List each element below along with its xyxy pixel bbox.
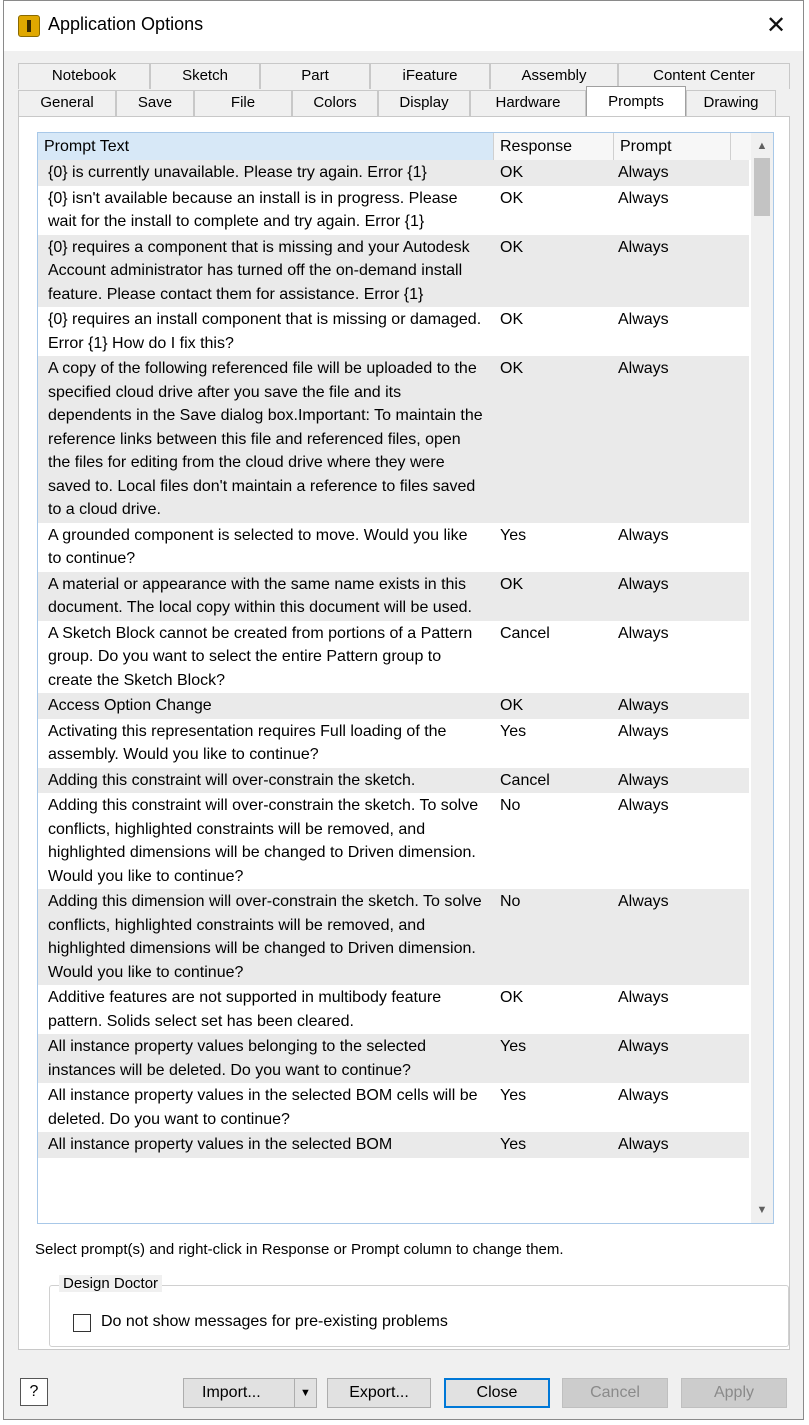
cell-prompt[interactable]: Always bbox=[618, 164, 669, 181]
tab-content-center[interactable]: Content Center bbox=[618, 63, 790, 89]
table-row[interactable] bbox=[38, 1132, 749, 1158]
cell-prompt-text[interactable]: {0} isn't available because an install is in progress. Please wait for the install to complete and try again. Error {1} bbox=[48, 189, 458, 230]
cell-prompt-text[interactable]: A Sketch Block cannot be created from portions of a Pattern group. Do you want to select the entire Pattern group to create the Sketch Block? bbox=[48, 624, 473, 689]
pre-existing-problems-checkbox[interactable] bbox=[73, 1314, 91, 1332]
cell-response[interactable]: OK bbox=[500, 360, 524, 377]
design-doctor-title: Design Doctor bbox=[59, 1275, 162, 1292]
cancel-button[interactable]: Cancel bbox=[562, 1378, 668, 1408]
tab-notebook[interactable]: Notebook bbox=[18, 63, 150, 89]
column-header-prompt-text[interactable]: Prompt Text bbox=[38, 133, 494, 160]
cell-prompt[interactable]: Always bbox=[618, 238, 669, 256]
cell-response[interactable]: OK bbox=[500, 189, 524, 207]
vertical-scrollbar[interactable] bbox=[751, 133, 773, 1223]
tab-assembly[interactable]: Assembly bbox=[490, 63, 618, 89]
column-header-filler bbox=[731, 133, 753, 160]
window-title: Application Options bbox=[48, 14, 204, 34]
cell-prompt-text[interactable]: Adding this constraint will over-constrain the sketch. To solve conflicts, highlighted constraints will be removed, and highlighted dimensions will be changed to Driven dimension. Would you like to continue? bbox=[48, 797, 479, 885]
cell-response[interactable]: Yes bbox=[500, 526, 527, 544]
cell-response[interactable]: No bbox=[500, 797, 521, 814]
tab-hardware[interactable]: Hardware bbox=[470, 90, 586, 116]
cell-prompt[interactable]: Always bbox=[618, 722, 669, 740]
tab-prompts[interactable]: Prompts bbox=[586, 86, 686, 116]
close-button[interactable]: Close bbox=[444, 1378, 550, 1408]
cell-response[interactable]: No bbox=[500, 893, 521, 910]
cell-prompt[interactable]: Always bbox=[618, 697, 669, 714]
cell-response[interactable]: Yes bbox=[500, 1038, 527, 1055]
cell-prompt[interactable]: Always bbox=[618, 1087, 669, 1104]
cell-prompt-text[interactable]: A material or appearance with the same name exists in this document. The local copy within this document will be used. bbox=[48, 575, 472, 616]
cell-prompt-text[interactable]: Adding this constraint will over-constrain the sketch. bbox=[48, 771, 416, 789]
cell-response[interactable]: OK bbox=[500, 164, 524, 181]
table-row[interactable] bbox=[38, 572, 749, 621]
cell-response[interactable]: Cancel bbox=[500, 771, 550, 789]
import-dropdown-arrow-icon[interactable]: ▼ bbox=[294, 1379, 316, 1407]
table-row[interactable] bbox=[38, 621, 749, 694]
hint-text: Select prompt(s) and right-click in Response or Prompt column to change them. bbox=[35, 1241, 564, 1258]
cell-prompt-text[interactable]: All instance property values in the selected BOM bbox=[48, 1136, 393, 1153]
cell-response[interactable]: Yes bbox=[500, 722, 527, 740]
cell-prompt-text[interactable]: All instance property values in the selected BOM cells will be deleted. Do you want to continue? bbox=[48, 1087, 478, 1128]
table-row[interactable] bbox=[38, 768, 749, 794]
cell-response[interactable]: OK bbox=[500, 989, 524, 1006]
pre-existing-problems-label[interactable]: Do not show messages for pre-existing problems bbox=[101, 1313, 448, 1330]
tab-file[interactable]: File bbox=[194, 90, 292, 116]
tab-drawing[interactable]: Drawing bbox=[686, 90, 776, 116]
table-row[interactable] bbox=[38, 719, 749, 768]
cell-prompt-text[interactable]: {0} is currently unavailable. Please try again. Error {1} bbox=[48, 164, 427, 181]
cell-prompt-text[interactable]: {0} requires a component that is missing and your Autodesk Account administrator has turned off the on-demand install feature. Please contact them for assistance. Error {1} bbox=[48, 238, 470, 303]
table-row[interactable] bbox=[38, 235, 749, 308]
cell-prompt-text[interactable]: Adding this dimension will over-constrain the sketch. To solve conflicts, highlighted constraints will be removed, and highlighted dimensions will be changed to Driven dimension. Would you like to continue? bbox=[48, 893, 482, 981]
table-row[interactable] bbox=[38, 160, 749, 186]
tab-save[interactable]: Save bbox=[116, 90, 194, 116]
table-row[interactable] bbox=[38, 793, 749, 889]
column-header-response[interactable]: Response bbox=[494, 133, 614, 160]
cell-prompt-text[interactable]: All instance property values belonging to the selected instances will be deleted. Do you want to continue? bbox=[48, 1038, 427, 1079]
cell-response[interactable]: OK bbox=[500, 697, 524, 714]
grid-header bbox=[38, 133, 753, 160]
import-button-label: Import... bbox=[202, 1384, 261, 1401]
cell-prompt[interactable]: Always bbox=[618, 624, 669, 642]
scroll-down-arrow-icon[interactable]: ▼ bbox=[756, 1204, 768, 1216]
close-icon[interactable]: ✕ bbox=[765, 12, 787, 39]
tab-row-2 bbox=[18, 90, 776, 116]
inventor-app-icon bbox=[18, 15, 40, 37]
prompts-grid[interactable] bbox=[37, 132, 774, 1224]
table-row[interactable] bbox=[38, 186, 749, 235]
table-row[interactable] bbox=[38, 1083, 749, 1132]
table-row[interactable] bbox=[38, 693, 749, 719]
cell-response[interactable]: Yes bbox=[500, 1087, 527, 1104]
cell-response[interactable]: Yes bbox=[500, 1136, 527, 1153]
cell-prompt[interactable]: Always bbox=[618, 526, 669, 544]
tab-colors[interactable]: Colors bbox=[292, 90, 378, 116]
cell-prompt[interactable]: Always bbox=[618, 1136, 669, 1153]
cell-prompt-text[interactable]: A copy of the following referenced file will be uploaded to the specified cloud drive after you save the file and its dependents in the Save dialog box.Important: To maintain the reference links between this file and referenced files, open the files for editing from the cloud drive where they were saved to. Local files don't maintain a reference to files saved to a cloud drive. bbox=[48, 360, 483, 518]
cell-prompt-text[interactable]: {0} requires an install component that is missing or damaged. Error {1} How do I fix this? bbox=[48, 311, 482, 352]
cell-prompt[interactable]: Always bbox=[618, 1038, 669, 1055]
cell-prompt[interactable]: Always bbox=[618, 575, 669, 593]
tab-ifeature[interactable]: iFeature bbox=[370, 63, 490, 89]
cell-prompt[interactable]: Always bbox=[618, 189, 669, 207]
table-row[interactable] bbox=[38, 307, 749, 356]
scroll-up-arrow-icon[interactable]: ▲ bbox=[756, 140, 768, 152]
table-row[interactable] bbox=[38, 985, 749, 1034]
cell-response[interactable]: Cancel bbox=[500, 624, 550, 642]
table-row[interactable] bbox=[38, 523, 749, 572]
cell-prompt[interactable]: Always bbox=[618, 360, 669, 377]
cell-response[interactable]: OK bbox=[500, 575, 524, 593]
cell-prompt[interactable]: Always bbox=[618, 797, 669, 814]
cell-prompt[interactable]: Always bbox=[618, 989, 669, 1006]
application-options-dialog bbox=[3, 0, 804, 1420]
cell-prompt-text[interactable]: Additive features are not supported in multibody feature pattern. Solids select set has been cleared. bbox=[48, 989, 442, 1030]
apply-button[interactable]: Apply bbox=[681, 1378, 787, 1408]
export-button[interactable]: Export... bbox=[327, 1378, 431, 1408]
cell-response[interactable]: OK bbox=[500, 311, 524, 328]
cell-prompt-text[interactable]: A grounded component is selected to move. Would you like to continue? bbox=[48, 526, 468, 567]
cell-prompt-text[interactable]: Access Option Change bbox=[48, 697, 212, 714]
table-row[interactable] bbox=[38, 889, 749, 985]
cell-prompt[interactable]: Always bbox=[618, 893, 669, 910]
grid-rows bbox=[38, 160, 749, 1158]
cell-prompt[interactable]: Always bbox=[618, 771, 669, 789]
cell-prompt-text[interactable]: Activating this representation requires Full loading of the assembly. Would you like to continue? bbox=[48, 722, 447, 763]
title-bar bbox=[4, 1, 803, 51]
table-row[interactable] bbox=[38, 1034, 749, 1083]
tab-part[interactable]: Part bbox=[260, 63, 370, 89]
scroll-thumb[interactable] bbox=[754, 158, 770, 216]
tab-general[interactable]: General bbox=[18, 90, 116, 116]
tab-sketch[interactable]: Sketch bbox=[150, 63, 260, 89]
column-header-prompt[interactable]: Prompt bbox=[614, 133, 731, 160]
cell-response[interactable]: OK bbox=[500, 238, 524, 256]
prompts-tab-panel bbox=[18, 116, 790, 1350]
help-icon[interactable]: ? bbox=[20, 1378, 48, 1406]
cell-prompt[interactable]: Always bbox=[618, 311, 669, 328]
tab-display[interactable]: Display bbox=[378, 90, 470, 116]
table-row[interactable] bbox=[38, 356, 749, 523]
